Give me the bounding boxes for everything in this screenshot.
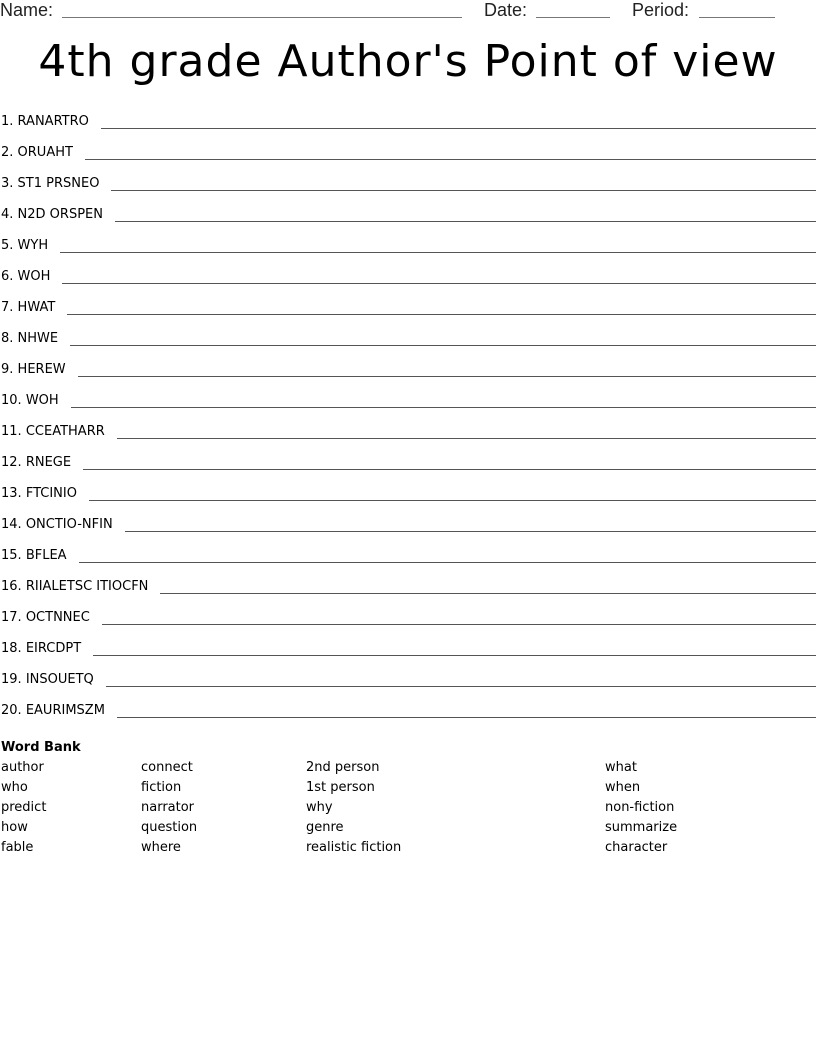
word-bank-item: genre	[306, 820, 344, 835]
period-label: Period:	[632, 0, 690, 20]
word-bank-item: fiction	[141, 780, 182, 795]
word-bank-item: how	[1, 820, 28, 835]
scrambled-word: ONCTIO-NFIN	[25, 517, 113, 532]
word-bank-item: what	[605, 760, 637, 775]
answer-line[interactable]	[62, 283, 816, 284]
question-row	[0, 422, 816, 453]
scrambled-word: BFLEA	[25, 548, 67, 563]
answer-line[interactable]	[60, 252, 816, 253]
question-number: 8.	[1, 331, 14, 346]
word-bank-column-1	[1, 760, 46, 860]
question-number: 15.	[1, 548, 22, 563]
page-title: 4th grade Author's Point of view	[38, 36, 778, 87]
question-number: 11.	[1, 424, 22, 439]
question-number: 10.	[1, 393, 22, 408]
question-number: 18.	[1, 641, 22, 656]
answer-line[interactable]	[125, 531, 816, 532]
scrambled-word: WOH	[17, 269, 51, 284]
question-row	[0, 484, 816, 515]
word-bank-item: fable	[1, 840, 34, 855]
answer-line[interactable]	[115, 221, 816, 222]
answer-line[interactable]	[79, 562, 816, 563]
date-blank[interactable]	[536, 17, 610, 18]
answer-line[interactable]	[71, 407, 816, 408]
question-row	[0, 298, 816, 329]
question-row	[0, 608, 816, 639]
answer-line[interactable]	[85, 159, 816, 160]
question-number: 12.	[1, 455, 22, 470]
answer-line[interactable]	[67, 314, 816, 315]
word-bank-item: narrator	[141, 800, 195, 815]
answer-line[interactable]	[83, 469, 816, 470]
question-row	[0, 267, 816, 298]
scrambled-word: CCEATHARR	[25, 424, 105, 439]
question-row	[0, 670, 816, 701]
word-bank-item: question	[141, 820, 198, 835]
word-bank-item: when	[605, 780, 641, 795]
question-number: 16.	[1, 579, 22, 594]
scrambled-word: ORUAHT	[17, 145, 73, 160]
scrambled-word: WYH	[17, 238, 49, 253]
answer-line[interactable]	[102, 624, 816, 625]
question-row	[0, 515, 816, 546]
scrambled-word: EIRCDPT	[25, 641, 82, 656]
word-bank-item: 2nd person	[306, 760, 380, 775]
question-number: 13.	[1, 486, 22, 501]
scrambled-word: RANARTRO	[17, 114, 89, 129]
question-row	[0, 360, 816, 391]
answer-line[interactable]	[117, 717, 816, 718]
question-row	[0, 701, 816, 732]
word-bank-item: author	[1, 760, 44, 775]
question-row	[0, 205, 816, 236]
question-number: 7.	[1, 300, 14, 315]
word-bank-item: why	[306, 800, 333, 815]
question-number: 2.	[1, 145, 14, 160]
answer-line[interactable]	[93, 655, 816, 656]
word-bank-title: Word Bank	[1, 740, 81, 755]
question-number: 3.	[1, 176, 14, 191]
scrambled-word: EAURIMSZM	[25, 703, 105, 718]
question-number: 4.	[1, 207, 14, 222]
word-bank-item: non-fiction	[605, 800, 675, 815]
scrambled-word: NHWE	[17, 331, 59, 346]
scrambled-word: WOH	[25, 393, 59, 408]
scrambled-word: FTCINIO	[25, 486, 77, 501]
header-line	[0, 0, 816, 22]
answer-line[interactable]	[160, 593, 816, 594]
word-bank-item: character	[605, 840, 668, 855]
question-number: 17.	[1, 610, 22, 625]
question-row	[0, 453, 816, 484]
question-row	[0, 143, 816, 174]
scrambled-word: N2D ORSPEN	[17, 207, 103, 222]
scrambled-word: ST1 PRSNEO	[17, 176, 100, 191]
question-row	[0, 577, 816, 608]
word-bank-item: where	[141, 840, 181, 855]
word-bank-item: predict	[1, 800, 47, 815]
scrambled-word: HWAT	[17, 300, 56, 315]
answer-line[interactable]	[111, 190, 816, 191]
question-number: 20.	[1, 703, 22, 718]
question-number: 5.	[1, 238, 14, 253]
word-bank-column-3	[306, 760, 401, 860]
word-bank-item: who	[1, 780, 28, 795]
question-number: 19.	[1, 672, 22, 687]
scrambled-word: OCTNNEC	[25, 610, 90, 625]
word-bank-column-2	[141, 760, 197, 860]
word-bank-column-4	[605, 760, 677, 860]
name-label: Name:	[0, 0, 54, 20]
answer-line[interactable]	[70, 345, 816, 346]
answer-line[interactable]	[101, 128, 816, 129]
question-row	[0, 546, 816, 577]
answer-line[interactable]	[78, 376, 816, 377]
scrambled-word: RIIALETSC ITIOCFN	[25, 579, 149, 594]
scrambled-word: INSOUETQ	[25, 672, 94, 687]
word-bank-item: realistic fiction	[306, 840, 402, 855]
question-number: 6.	[1, 269, 14, 284]
period-blank[interactable]	[699, 17, 775, 18]
question-row	[0, 236, 816, 267]
answer-line[interactable]	[106, 686, 816, 687]
word-bank-item: connect	[141, 760, 193, 775]
scrambled-word: HEREW	[17, 362, 66, 377]
question-row	[0, 174, 816, 205]
question-row	[0, 391, 816, 422]
question-number: 1.	[1, 114, 14, 129]
question-row	[0, 639, 816, 670]
question-list	[0, 112, 816, 732]
answer-line[interactable]	[89, 500, 816, 501]
question-row	[0, 112, 816, 143]
date-label: Date:	[484, 0, 528, 20]
word-bank-item: summarize	[605, 820, 678, 835]
question-number: 9.	[1, 362, 14, 377]
scrambled-word: RNEGE	[25, 455, 72, 470]
word-bank-item: 1st person	[306, 780, 375, 795]
answer-line[interactable]	[117, 438, 816, 439]
question-row	[0, 329, 816, 360]
question-number: 14.	[1, 517, 22, 532]
name-blank[interactable]	[62, 17, 462, 18]
